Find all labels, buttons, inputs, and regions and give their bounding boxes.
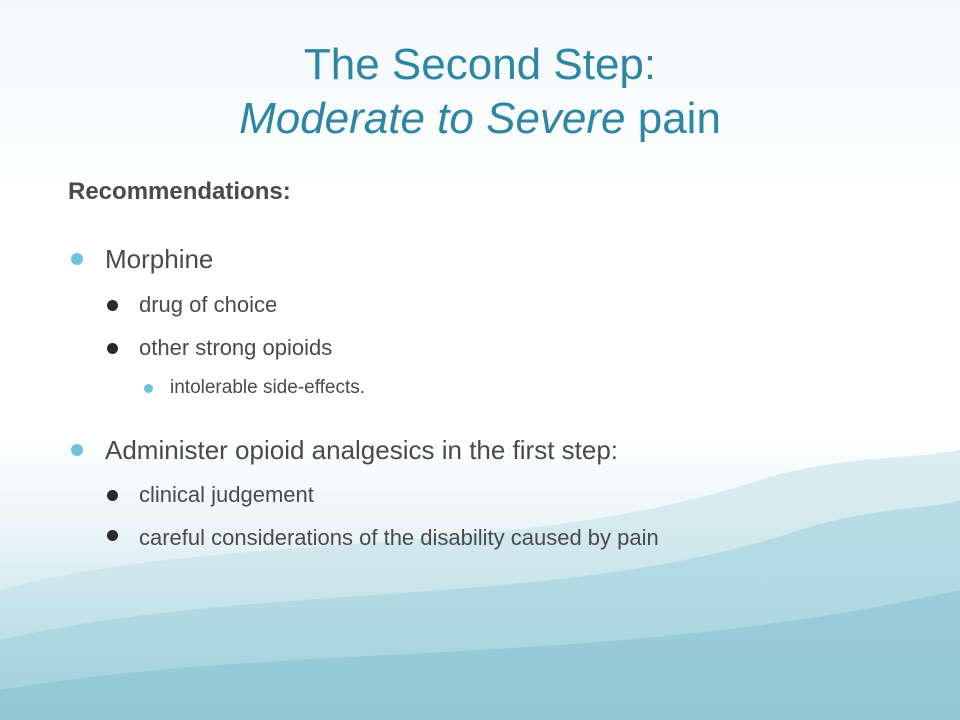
title-italic-part: Moderate to Severe	[239, 94, 626, 143]
list-item-text: careful considerations of the disability caused by pain	[139, 525, 659, 550]
bullet-dot-icon	[144, 384, 153, 393]
list-item	[139, 292, 277, 318]
list-item	[139, 335, 332, 361]
bullet-dot-icon	[107, 300, 118, 311]
list-item	[139, 522, 739, 554]
bullet-dot-icon	[71, 253, 83, 265]
list-item-text: clinical judgement	[139, 482, 314, 507]
list-item-text: other strong opioids	[139, 335, 333, 360]
slide-title	[0, 38, 960, 146]
title-line-2	[0, 92, 960, 146]
recommendations-label: Recommendations:	[68, 178, 291, 205]
list-item	[105, 244, 213, 275]
list-item-text: Morphine	[105, 244, 214, 274]
bullet-dot-icon	[107, 490, 118, 501]
list-item	[105, 435, 618, 466]
title-line-1: The Second Step:	[303, 40, 657, 89]
list-item	[139, 482, 314, 508]
list-item	[170, 377, 365, 399]
bullet-dot-icon	[107, 343, 118, 354]
bullet-dot-icon	[107, 530, 118, 541]
title-rest-part: pain	[625, 94, 721, 143]
list-item-text: intolerable side-effects.	[170, 377, 366, 398]
list-item-text: drug of choice	[139, 292, 278, 317]
bullet-dot-icon	[71, 444, 83, 456]
list-item-text: Administer opioid analgesics in the first step:	[105, 435, 619, 465]
